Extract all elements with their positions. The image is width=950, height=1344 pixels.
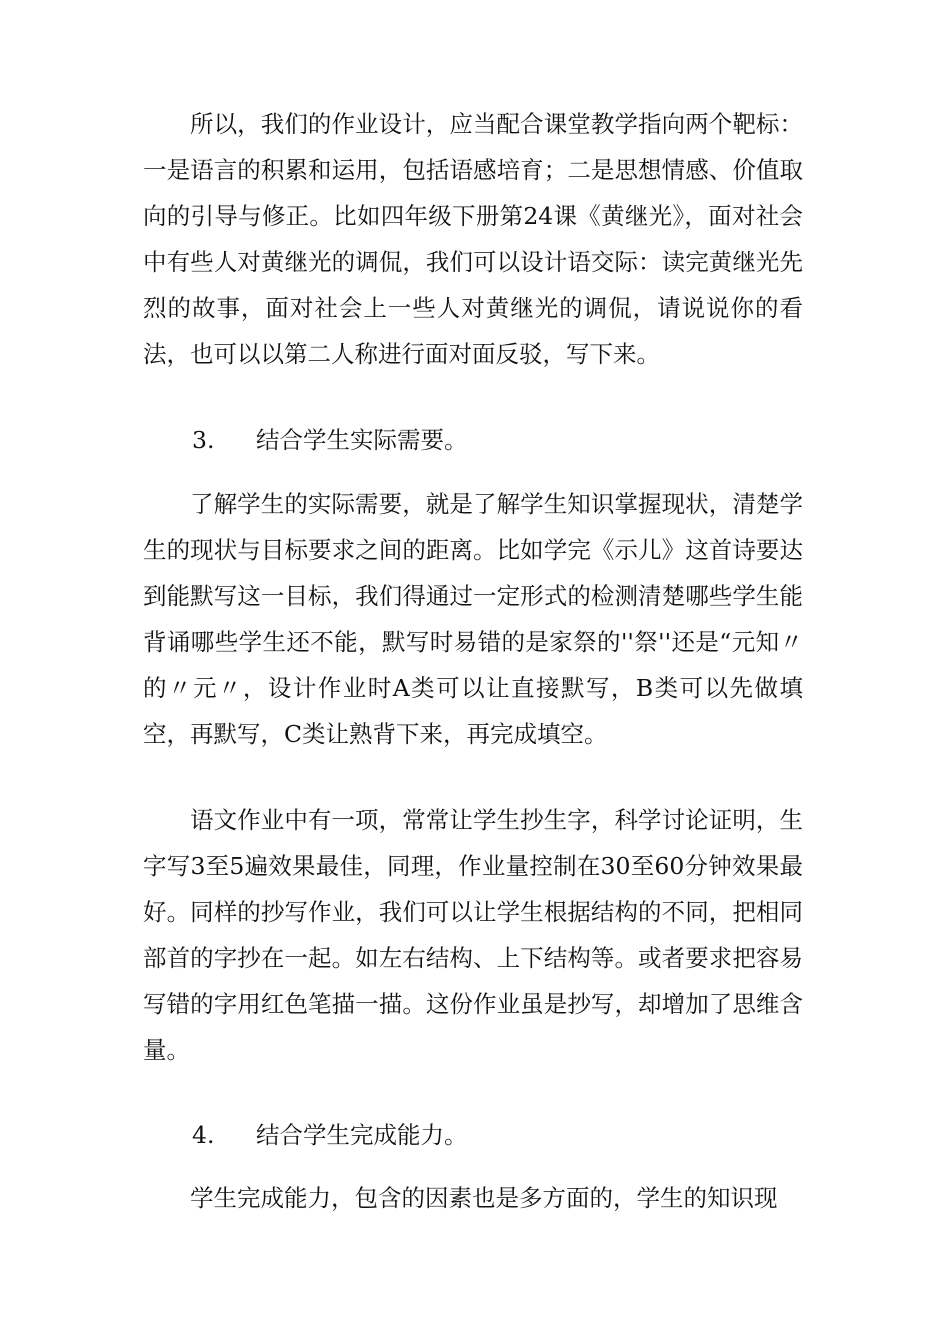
section-title: 结合学生实际需要。	[256, 426, 468, 454]
paragraph-student-needs: 了解学生的实际需要，就是了解学生知识掌握现状，清楚学生的现状与目标要求之间的距离。比如学完《示儿》这首诗要达到能默写这一目标，我们得通过一定形式的检测清楚哪些学生能背诵哪些学生还不能，默写时易错的是家祭的''祭''还是“元知〃的〃元〃，设计作业时A类可以让直接默写，B类可以先做填空，再默写，C类让熟背下来，再完成填空。	[143, 490, 803, 748]
paragraph-completion-ability: 学生完成能力，包含的因素也是多方面的，学生的知识现	[190, 1184, 778, 1212]
section-title: 结合学生完成能力。	[256, 1121, 468, 1149]
section-heading-3	[192, 417, 792, 463]
paragraph-homework-targets: 所以，我们的作业设计，应当配合课堂教学指向两个靶标：一是语言的积累和运用，包括语感培育；二是思想情感、价值取向的引导与修正。比如四年级下册第24课《黄继光》，面对社会中有些人对黄继光的调侃，我们可以设计语交际：读完黄继光先烈的故事，面对社会上一些人对黄继光的调侃，请说说你的看法，也可以以第二人称进行面对面反驳，写下来。	[143, 110, 803, 368]
section-heading-4	[192, 1112, 792, 1158]
section-number: 3.	[192, 426, 215, 454]
section-number: 4.	[192, 1121, 215, 1149]
paragraph-copy-characters: 语文作业中有一项，常常让学生抄生字，科学讨论证明，生字写3至5遍效果最佳，同理，作业量控制在30至60分钟效果最好。同样的抄写作业，我们可以让学生根据结构的不同，把相同部首的字抄在一起。如左右结构、上下结构等。或者要求把容易写错的字用红色笔描一描。这份作业虽是抄写，却增加了思维含量。	[143, 806, 803, 1064]
